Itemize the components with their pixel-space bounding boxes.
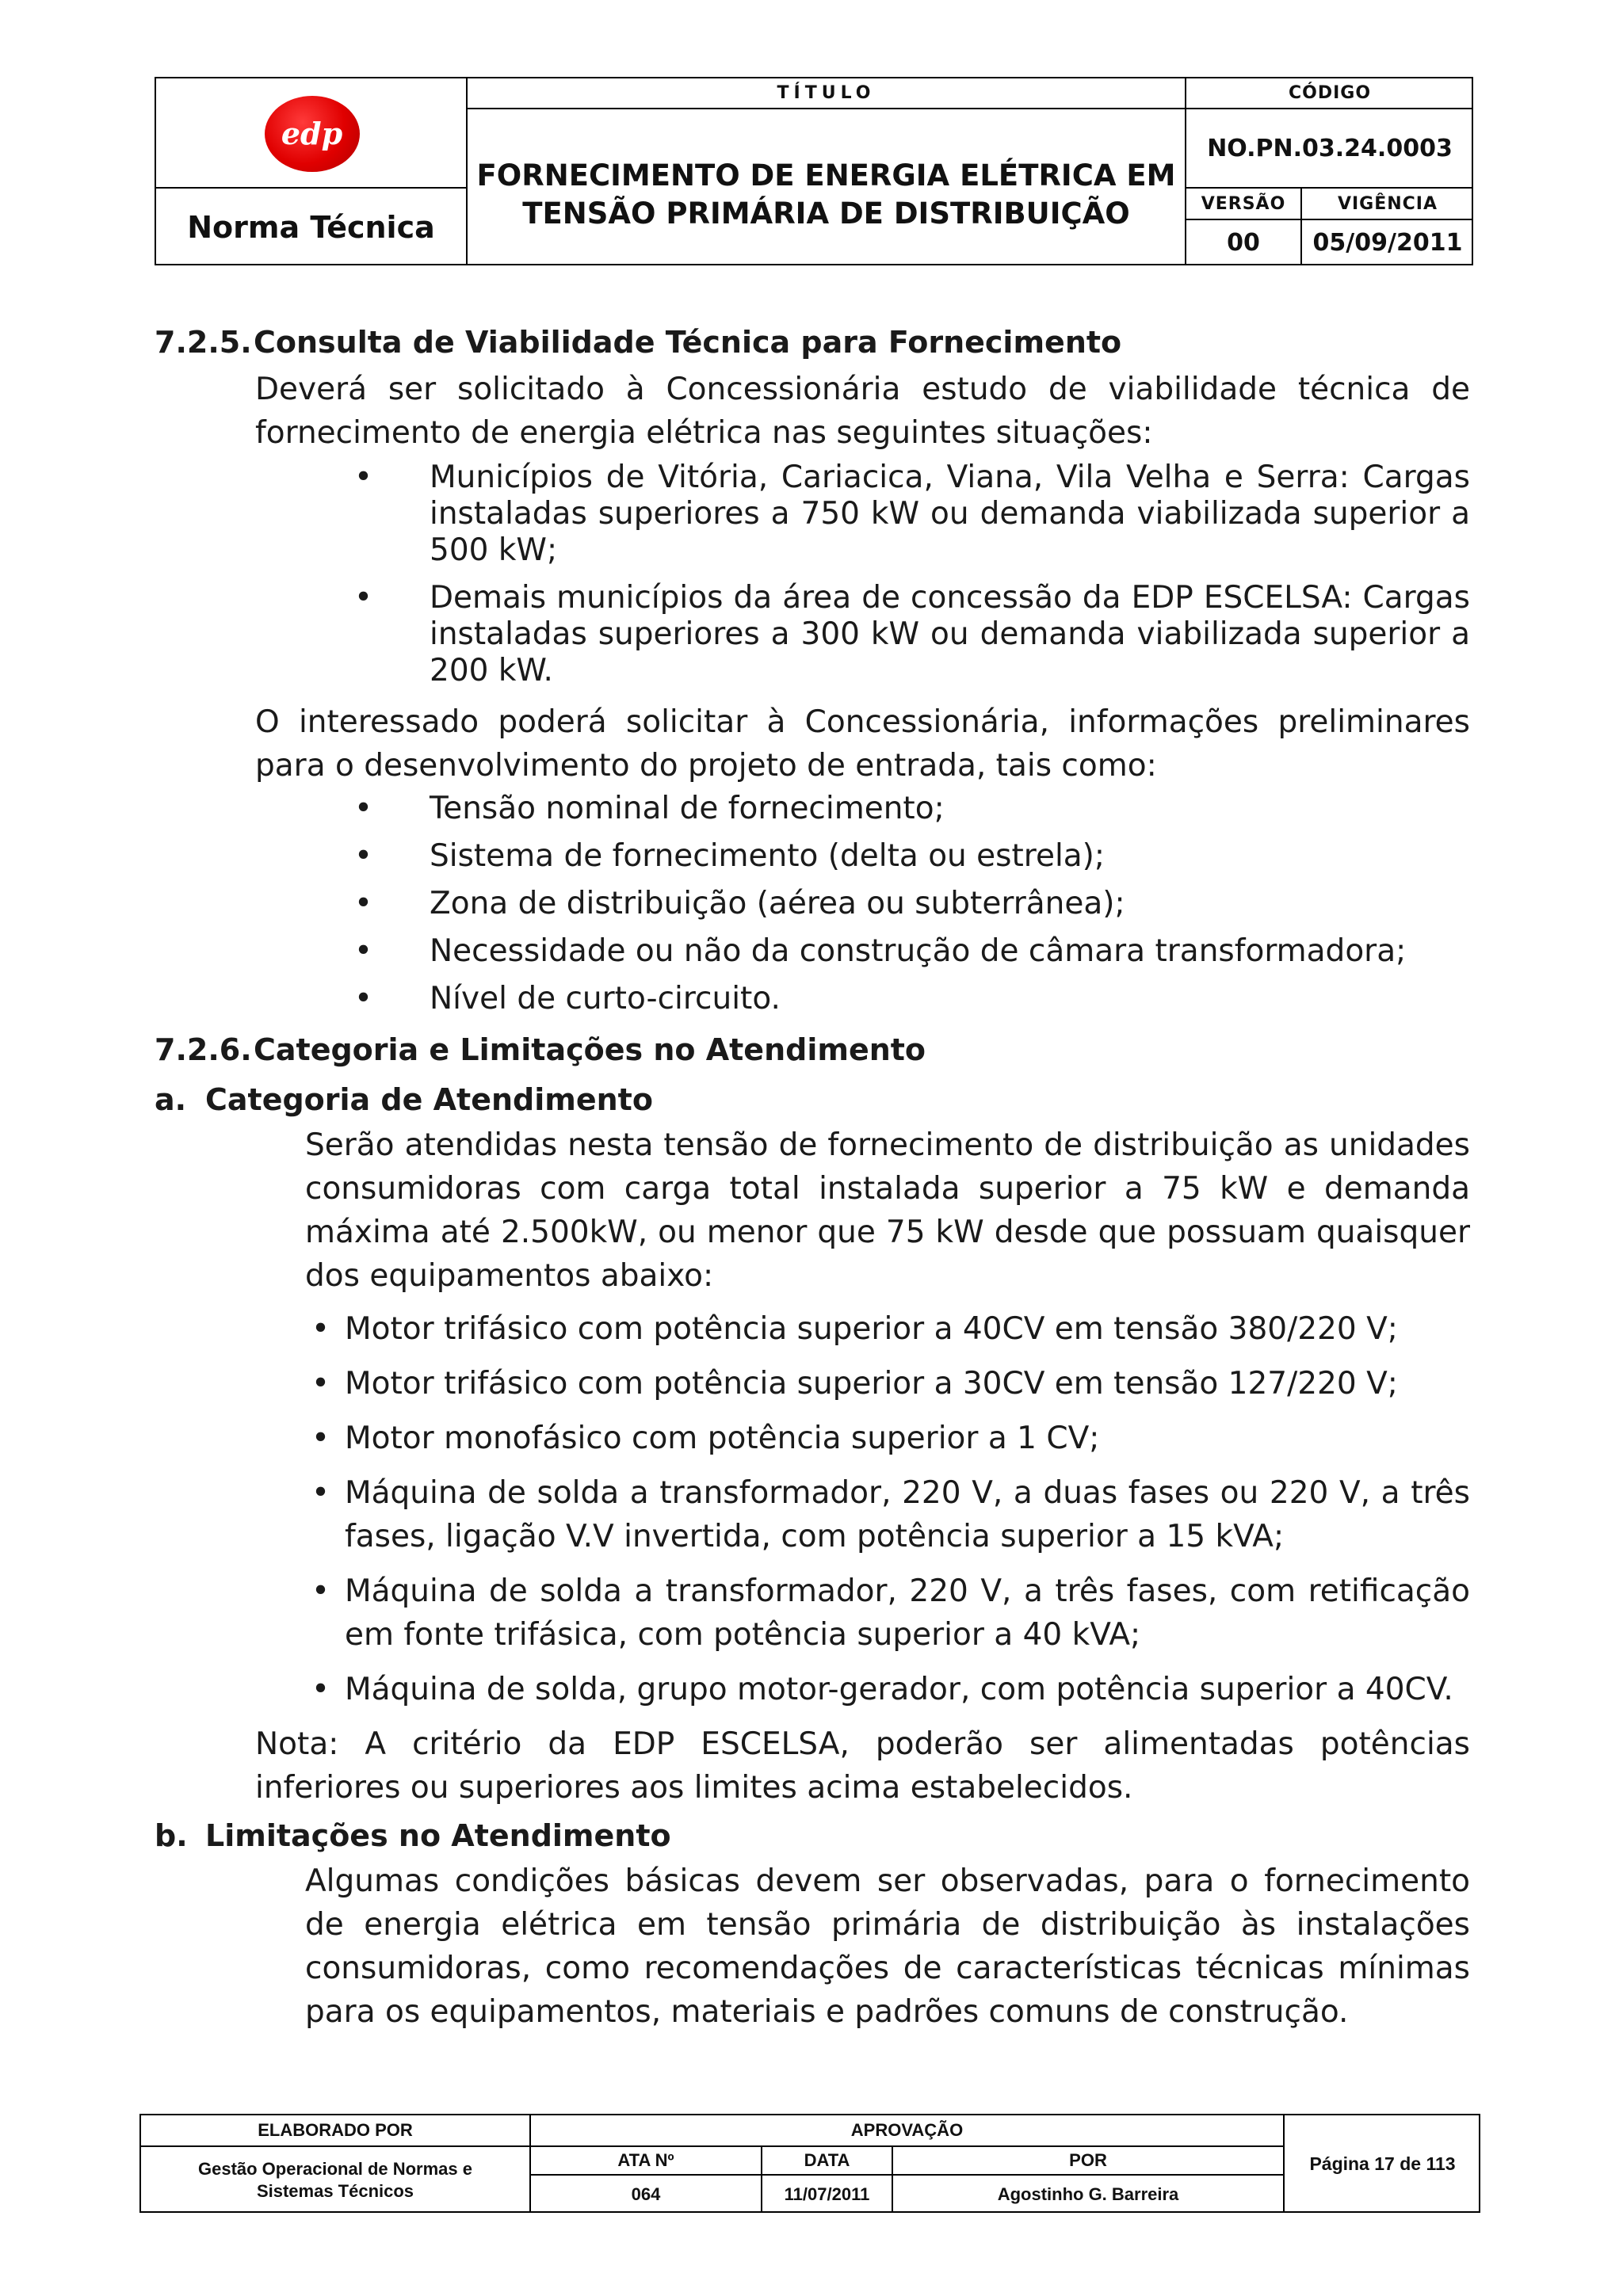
info-list [155, 791, 1470, 1017]
list-item: • Motor trifásico com potência superior a 40CV em tensão 380/220 V; [305, 1307, 1470, 1351]
paragraph: Serão atendidas nesta tensão de fornecimento de distribuição as unidades consumidoras com carga total instalada superior a 75 kW e demanda máxima até 2.500kW, ou menor que 75 kW desde que possuam quaisquer dos equipamentos abaixo: [305, 1127, 1470, 1294]
elaborated-label: ELABORADO POR [258, 2120, 413, 2140]
document-header [155, 77, 1473, 265]
ata-value: 064 [631, 2183, 661, 2204]
paragraph: O interessado poderá solicitar à Concessionária, informações preliminares para o desenvolvimento do projeto de entrada, tais como: [255, 704, 1470, 784]
list-item: • Necessidade ou não da construção de câmara transformadora; [255, 933, 1470, 970]
section-heading-7-2-6 [155, 1028, 1470, 1072]
ata-label: ATA Nº [617, 2150, 674, 2170]
list-item: • Máquina de solda, grupo motor-gerador, com potência superior a 40CV. [305, 1668, 1470, 1711]
list-item: • Zona de distribuição (aérea ou subterrânea); [255, 886, 1470, 922]
document-title-line-2: TENSÃO PRIMÁRIA DE DISTRIBUIÇÃO [522, 196, 1130, 231]
list-item: • Máquina de solda a transformador, 220 V, a três fases, com retificação em fonte trifásica, com potência superior a 40 kVA; [305, 1569, 1470, 1657]
section-title: Consulta de Viabilidade Técnica para Fornecimento [254, 325, 1122, 360]
approval-label: APROVAÇÃO [850, 2120, 964, 2140]
doc-kind-label: Norma Técnica [187, 209, 435, 245]
date-value: 11/07/2011 [784, 2183, 870, 2204]
by-label: POR [1069, 2150, 1107, 2170]
elaborated-line-1: Gestão Operacional de Normas e [197, 2158, 473, 2179]
document-code: NO.PN.03.24.0003 [1207, 134, 1453, 162]
version-value: 00 [1227, 229, 1260, 257]
subsection-heading-a [155, 1078, 1470, 1122]
edp-logo [156, 78, 468, 189]
list-item: • Máquina de solda a transformador, 220 V, a duas fases ou 220 V, a três fases, ligação V.V invertida, com potência superior a 15 kVA; [305, 1471, 1470, 1558]
subsection-heading-b [155, 1814, 1470, 1858]
title-label: TÍTULO [777, 83, 876, 103]
section-number: 7.2.5. [155, 325, 252, 360]
list-item: • Motor monofásico com potência superior a 1 CV; [305, 1417, 1470, 1460]
validity-value: 05/09/2011 [1312, 229, 1463, 257]
subsection-letter: a. [155, 1082, 187, 1117]
document-footer [139, 2114, 1480, 2213]
elaborated-line-2: Sistemas Técnicos [256, 2180, 414, 2201]
paragraph: Algumas condições básicas devem ser observadas, para o fornecimento de energia elétrica em tensão primária de distribuição às instalações consumidoras, como recomendações de características técnicas mínimas para os equipamentos, materiais e padrões comuns de construção. [305, 1863, 1470, 2030]
section-title: Categoria e Limitações no Atendimento [254, 1032, 926, 1067]
approver-name: Agostinho G. Barreira [997, 2183, 1179, 2204]
list-item: • Nível de curto-circuito. [255, 981, 1470, 1017]
situations-list [155, 460, 1470, 689]
section-heading-7-2-5 [155, 321, 1470, 364]
list-item: • Demais municípios da área de concessão da EDP ESCELSA: Cargas instaladas superiores a 300 kW ou demanda viabilizada superior a 200 kW. [255, 580, 1470, 689]
document-title [468, 109, 1185, 265]
version-label: VERSÃO [1201, 193, 1286, 214]
subsection-title: Categoria de Atendimento [205, 1082, 653, 1117]
page-content [155, 321, 1470, 2034]
note: Nota: A critério da EDP ESCELSA, poderão ser alimentadas potências inferiores ou superiores aos limites acima estabelecidos. [255, 1726, 1470, 1806]
list-item: • Sistema de fornecimento (delta ou estrela); [255, 838, 1470, 875]
list-item: • Motor trifásico com potência superior a 30CV em tensão 127/220 V; [305, 1362, 1470, 1405]
validity-label: VIGÊNCIA [1337, 193, 1438, 214]
code-label: CÓDIGO [1288, 83, 1372, 103]
list-item: • Municípios de Vitória, Cariacica, Viana, Vila Velha e Serra: Cargas instaladas superiores a 750 kW ou demanda viabilizada superior a 500 kW; [255, 460, 1470, 569]
page-number: Página 17 de 113 [1309, 2153, 1456, 2174]
section-number: 7.2.6. [155, 1032, 252, 1067]
subsection-title: Limitações no Atendimento [205, 1818, 671, 1853]
equipment-list [155, 1307, 1470, 1711]
document-title-line-1: FORNECIMENTO DE ENERGIA ELÉTRICA EM [476, 158, 1176, 193]
elaborated-by [141, 2147, 529, 2213]
edp-logo-mark: edp [265, 96, 360, 172]
paragraph: Deverá ser solicitado à Concessionária estudo de viabilidade técnica de fornecimento de energia elétrica nas seguintes situações: [255, 372, 1470, 451]
date-label: DATA [804, 2150, 850, 2170]
subsection-letter: b. [155, 1818, 188, 1853]
list-item: • Tensão nominal de fornecimento; [255, 791, 1470, 827]
